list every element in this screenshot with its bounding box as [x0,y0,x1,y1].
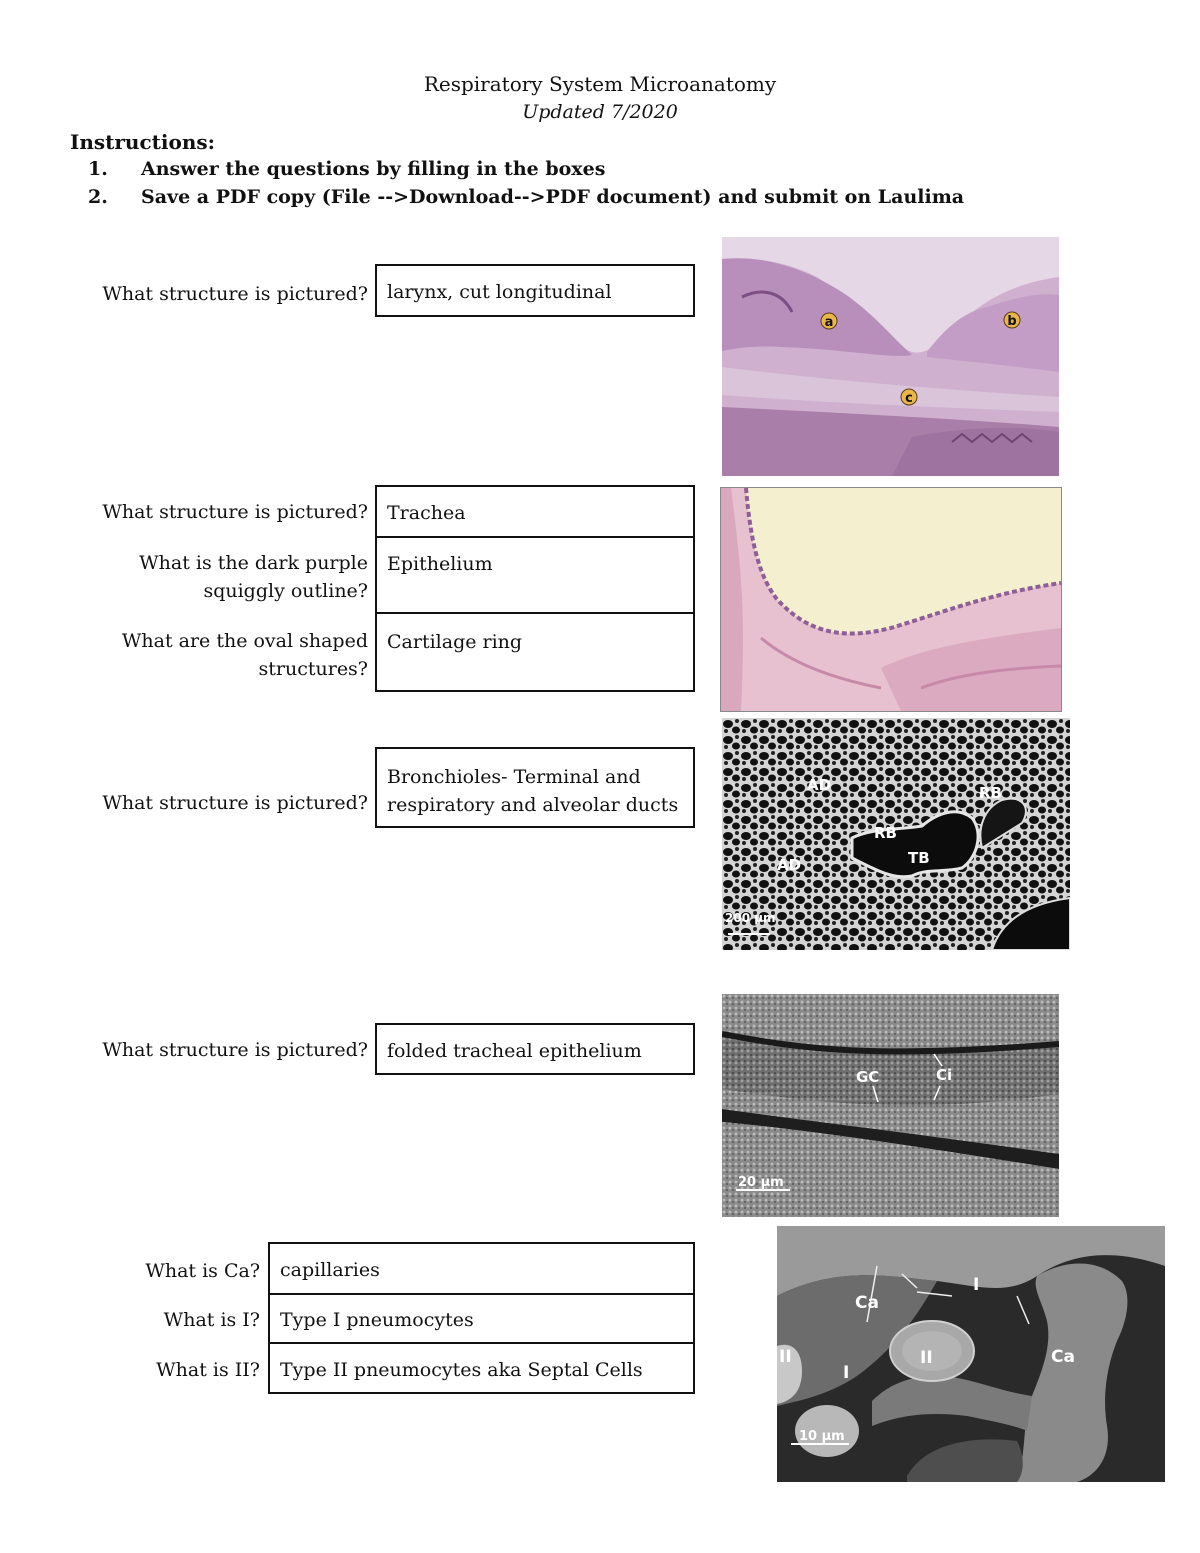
instruction-number: 1. [88,158,108,180]
answer-text: Trachea [387,502,466,524]
question-line: What is the dark purple [139,552,368,574]
question-label [60,627,368,683]
page-subtitle: Updated 7/2020 [522,101,678,123]
image-label: GC [856,1068,880,1086]
question-label: What structure is pictured? [102,1039,368,1061]
image-label: RB [979,784,1002,802]
answer-box[interactable] [375,1023,695,1075]
image-label: I [973,1275,980,1295]
question-label: What structure is pictured? [102,501,368,523]
scale-bar-label: 200 μm [725,911,776,925]
question-label: What structure is pictured? [102,792,368,814]
answer-box[interactable] [268,1242,695,1295]
answer-text: Type I pneumocytes [280,1309,474,1331]
image-label: b [1007,314,1017,329]
answer-box[interactable] [268,1342,695,1394]
image-label: c [905,391,913,406]
answer-text: Cartilage ring [387,631,523,653]
image-label: I [843,1363,850,1383]
scale-bar-label: 10 μm [799,1429,845,1444]
image-label: TB [908,849,930,867]
question-label [60,549,368,605]
image-label: AD [777,856,802,874]
answer-text: capillaries [280,1259,380,1281]
answer-line: Bronchioles- Terminal and [387,766,641,788]
image-label: Ci [936,1066,953,1084]
question-label: What structure is pictured? [102,283,368,305]
answer-text: Type II pneumocytes aka Septal Cells [280,1359,643,1381]
tracheal-epithelium-sem-image [722,994,1059,1217]
image-label: RB [874,824,897,842]
alveolar-wall-sem-image [777,1226,1165,1482]
question-line: structures? [258,658,368,680]
answer-text: larynx, cut longitudinal [387,281,612,303]
trachea-micrograph [720,487,1062,712]
answer-text: Epithelium [387,553,493,575]
image-label: Ca [855,1293,879,1313]
question-label: What is Ca? [145,1260,260,1282]
answer-box[interactable] [375,264,695,317]
answer-line: respiratory and alveolar ducts [387,794,679,816]
answer-box[interactable] [375,747,695,828]
question-line: What are the oval shaped [121,630,368,652]
image-label: a [824,315,834,330]
question-label: What is II? [156,1359,260,1381]
image-label: Ca [1051,1347,1075,1367]
question-label: What is I? [163,1309,260,1331]
instruction-number: 2. [88,186,108,208]
image-label: II [779,1347,792,1367]
scale-bar-label: 20 μm [738,1175,784,1190]
answer-text: folded tracheal epithelium [387,1040,642,1062]
answer-box[interactable] [375,612,695,692]
instruction-text: Save a PDF copy (File -->Download-->PDF document) and submit on Laulima [141,186,965,208]
instruction-text: Answer the questions by filling in the boxes [141,158,606,180]
answer-box[interactable] [375,485,695,538]
page-title: Respiratory System Microanatomy [423,72,777,96]
larynx-micrograph [722,237,1059,476]
answer-box[interactable] [268,1293,695,1344]
question-line: squiggly outline? [203,580,368,602]
answer-box[interactable] [375,536,695,614]
image-label: AD [807,776,832,794]
image-label: II [920,1348,933,1368]
bronchiole-sem-image [722,718,1070,950]
instructions-heading: Instructions: [70,130,216,154]
